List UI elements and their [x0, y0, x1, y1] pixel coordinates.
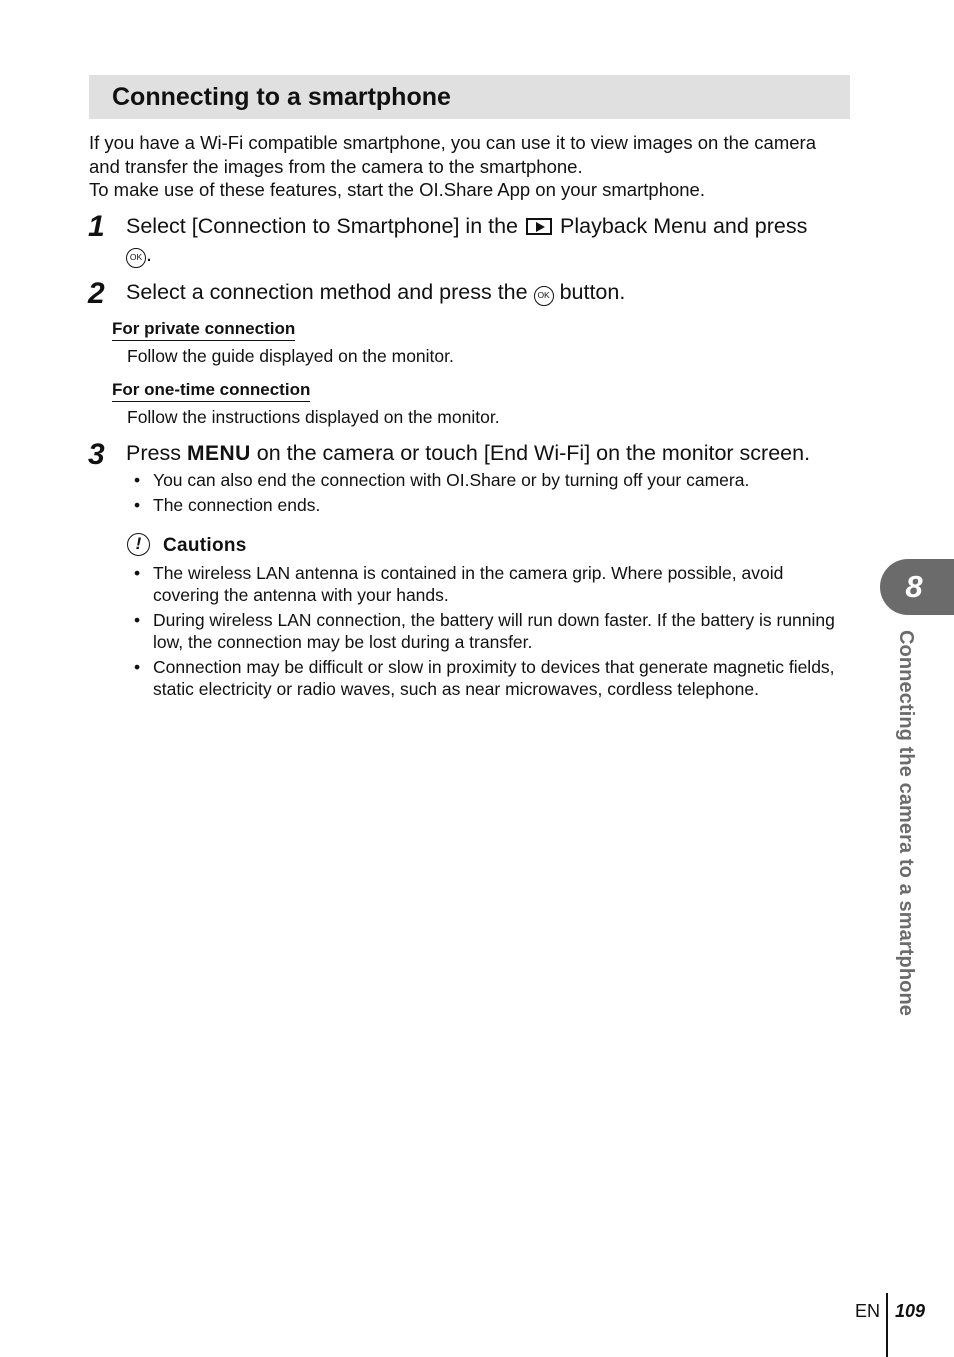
step-1-text-a: Select [Connection to Smartphone] in the [126, 214, 519, 238]
one-time-connection-heading: For one-time connection [112, 379, 310, 402]
step-2-text-b: button. [559, 280, 626, 304]
intro-paragraph [89, 131, 829, 202]
playback-icon [526, 218, 552, 235]
one-time-connection-text: Follow the instructions displayed on the monitor. [127, 407, 500, 427]
list-item: • The connection ends. [134, 494, 850, 516]
caution-icon: ! [127, 533, 150, 556]
ok-button-icon: OK [534, 286, 554, 306]
section-title-bar [89, 75, 850, 119]
step-3-text-a: Press [126, 441, 181, 465]
chapter-tab [880, 559, 954, 615]
step-2-number: 2 [88, 277, 105, 310]
cautions-label: Cautions [163, 535, 247, 556]
list-item: • The wireless LAN antenna is contained in the camera grip. Where possible, avoid covering the antenna with your hands. [134, 562, 850, 606]
intro-text-1: If you have a Wi-Fi compatible smartphone, you can use it to view images on the camera and transfer the images from the camera to the smartphone. [89, 132, 816, 177]
menu-button-label: MENU [186, 442, 251, 465]
chapter-label: Connecting the camera to a smartphone [895, 630, 917, 1016]
step-2-text-a: Select a connection method and press the [126, 280, 528, 304]
step-3-bullets [134, 469, 850, 516]
private-connection-text: Follow the guide displayed on the monitor. [127, 346, 454, 366]
step-1-number: 1 [88, 210, 105, 243]
private-connection-heading: For private connection [112, 318, 295, 341]
step-3-text-b: on the camera or touch [End Wi-Fi] on the monitor screen. [256, 441, 811, 465]
step-1-text-b: Playback Menu and press [560, 214, 808, 238]
step-1-text [126, 212, 850, 268]
chapter-number: 8 [905, 569, 923, 604]
list-item: • During wireless LAN connection, the battery will run down faster. If the battery is running low, the connection may be lost during a transfer. [134, 609, 850, 653]
step-1-text-c: . [146, 242, 152, 266]
step-3-number: 3 [88, 438, 105, 471]
list-item: • Connection may be difficult or slow in proximity to devices that generate magnetic fields, static electricity or radio waves, such as near microwaves, cordless telephone. [134, 656, 850, 700]
page-number: 109 [895, 1301, 926, 1321]
footer-language: EN [855, 1301, 881, 1321]
section-title: Connecting to a smartphone [112, 83, 451, 111]
list-item: • You can also end the connection with OI.Share or by turning off your camera. [134, 469, 850, 491]
cautions-list [134, 562, 850, 700]
intro-text-2: To make use of these features, start the OI.Share App on your smartphone. [89, 179, 705, 200]
step-3-text [126, 439, 850, 468]
step-2-text [126, 278, 850, 306]
ok-button-icon: OK [126, 248, 146, 268]
footer-divider [886, 1293, 888, 1357]
